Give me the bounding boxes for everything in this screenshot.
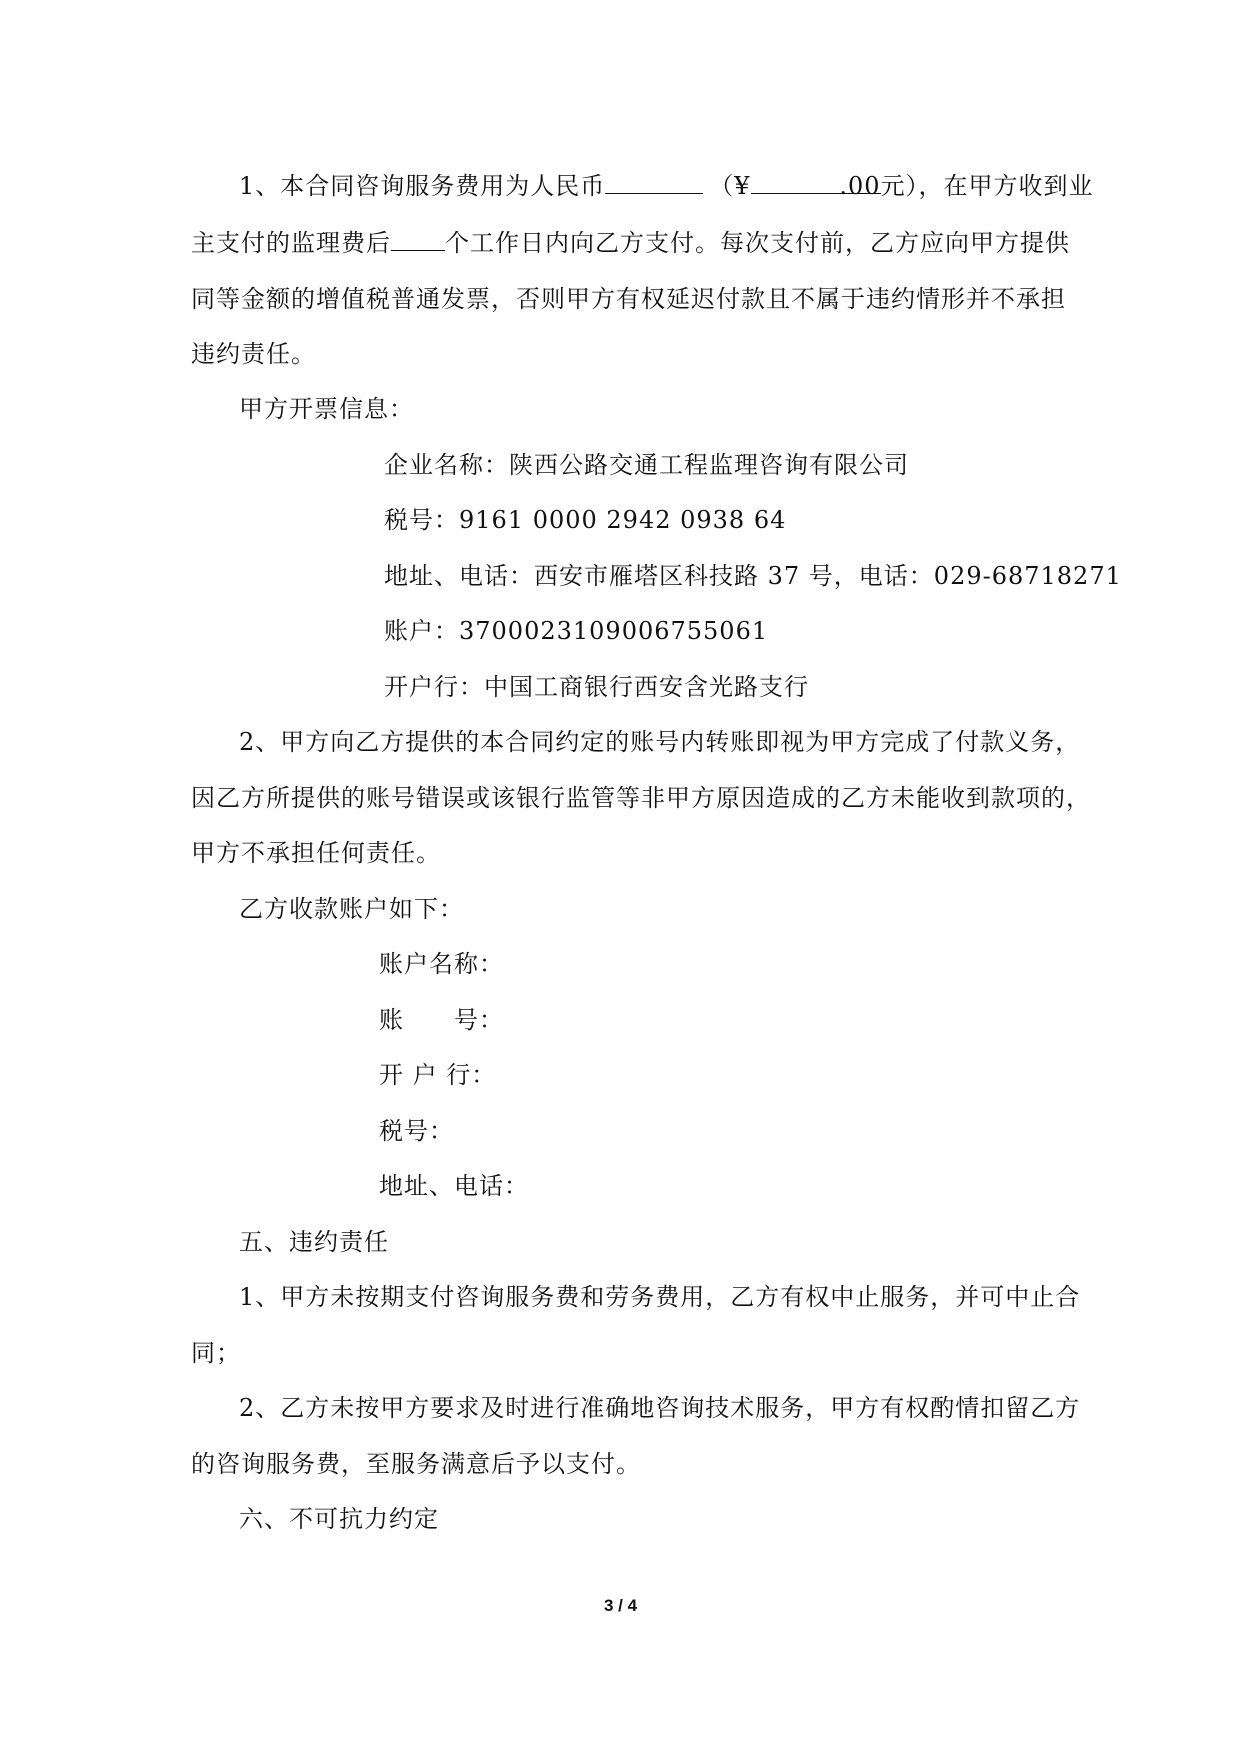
party-b-account-heading: 乙方收款账户如下： [239,895,464,923]
fee-currency-open: （¥ [709,172,751,200]
payment-clause-line-1 [239,171,1094,201]
party-b-bank: 开 户 行： [379,1061,497,1089]
party-a-bank: 开户行：中国工商银行西安含光路支行 [384,673,809,701]
party-a-company-name: 企业名称：陕西公路交通工程监理咨询有限公司 [384,451,909,479]
breach-clause-1-line-1: 1、甲方未按期支付咨询服务费和劳务费用，乙方有权中止服务，并可中止合 [239,1283,1081,1311]
party-a-invoice-heading: 甲方开票信息： [239,395,414,423]
breach-clause-2-line-1: 2、乙方未按甲方要求及时进行准确地咨询技术服务，甲方有权酌情扣留乙方 [239,1394,1081,1422]
payment-clause-text: 主支付的监理费后 [191,229,391,257]
party-a-address-phone: 地址、电话：西安市雁塔区科技路 37 号，电话：029-68718271 [384,562,1122,590]
workdays-blank [391,228,445,251]
payment-clause-line-2 [191,228,1070,258]
party-a-account: 账户：3700023109006755061 [384,617,769,645]
section-5-title: 五、违约责任 [239,1228,389,1256]
section-6-title: 六、不可抗力约定 [239,1505,439,1533]
transfer-clause-line-2: 因乙方所提供的账号错误或该银行监管等非甲方原因造成的乙方未能收到款项的， [191,784,1091,812]
transfer-clause-line-1: 2、甲方向乙方提供的本合同约定的账号内转账即视为甲方完成了付款义务， [239,728,1081,756]
payment-clause-line-4: 违约责任。 [191,340,316,368]
breach-clause-2-line-2: 的咨询服务费，至服务满意后予以支付。 [191,1450,641,1478]
fee-currency-close: 元），在甲方收到业 [880,172,1094,200]
payment-clause-text: 1、本合同咨询服务费用为人民币 [239,172,606,200]
party-b-account-name: 账户名称： [379,950,504,978]
party-b-tax-number: 税号： [379,1117,454,1145]
party-b-account-number: 账 号： [379,1006,504,1034]
fee-decimal: .00 [839,172,881,200]
party-a-tax-number: 税号：9161 0000 2942 0938 64 [384,506,787,534]
fee-number-blank [751,171,881,200]
payment-clause-text: 个工作日内向乙方支付。每次支付前，乙方应向甲方提供 [445,229,1070,257]
party-b-address-phone: 地址、电话： [379,1172,529,1200]
transfer-clause-line-3: 甲方不承担任何责任。 [191,839,441,867]
breach-clause-1-line-2: 同； [191,1339,241,1367]
fee-amount-blank [605,171,703,194]
payment-clause-line-3: 同等金额的增值税普通发票，否则甲方有权延迟付款且不属于违约情形并不承担 [191,285,1066,313]
page-number: 3 / 4 [603,1596,638,1615]
